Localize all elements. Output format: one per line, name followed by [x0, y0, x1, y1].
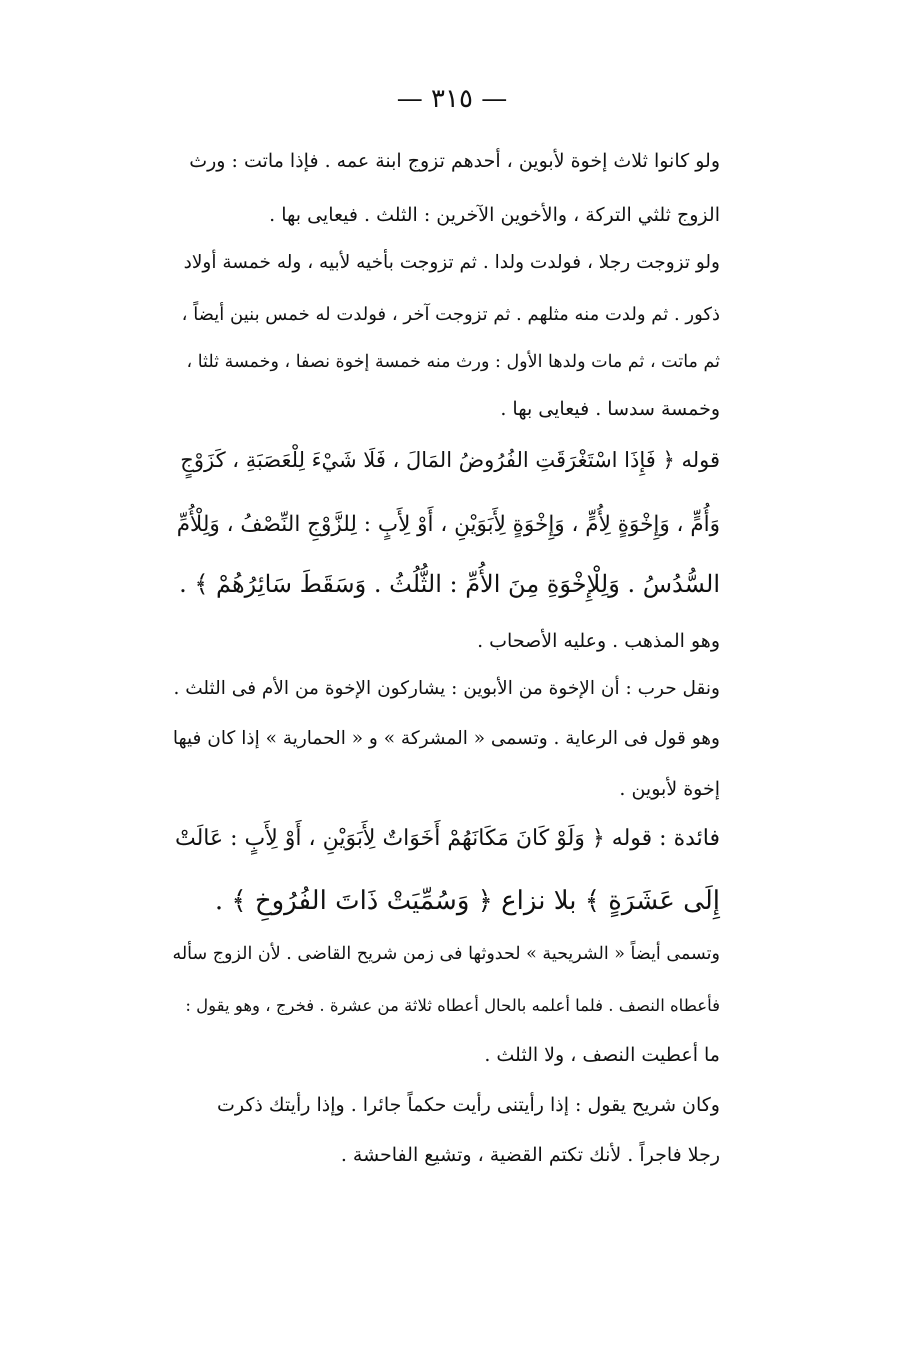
text-line: رجلا فاجراً . لأنك تكتم القضية ، وتشيع الفاحشة .	[340, 1144, 720, 1166]
text-line: ونقل حرب : أن الإخوة من الأبوين : يشاركون الإخوة من الأم فى الثلث .	[173, 678, 720, 699]
text-line: الزوج ثلثي التركة ، والأخوين الآخرين : الثلث . فيعايى بها .	[269, 204, 720, 226]
quoted-text-line: قوله ﴿ فَإِذَا اسْتَغْرَقَتِ الفُرُوضُ المَالَ ، فَلَا شَيْءَ لِلْعَصَبَةِ ، كَزَوْجٍ	[180, 448, 720, 472]
text-line: ولو كانوا ثلاث إخوة لأبوين ، أحدهم تزوج ابنة عمه . فإذا ماتت : ورث	[189, 150, 720, 172]
text-line: ثم ماتت ، ثم مات ولدها الأول : ورث منه خمسة إخوة نصفا ، وخمسة ثلثا ،	[186, 352, 720, 372]
text-line: وهو المذهب . وعليه الأصحاب .	[477, 630, 720, 652]
text-line: ما أعطيت النصف ، ولا الثلث .	[484, 1044, 720, 1066]
quoted-text-line: وَأُمٍّ ، وَإِخْوَةٍ لِأُمٍّ ، وَإِخْوَةٍ لِأَبَوَيْنِ ، أَوْ لِأَبٍ : لِلزَّوْجِ النِّصْفُ ، وَلِلْأُمِّ	[176, 512, 720, 537]
text-line: وهو قول فى الرعاية . وتسمى « المشركة » و « الحمارية » إذا كان فيها	[172, 728, 720, 749]
quoted-text-line: فائدة : قوله ﴿ وَلَوْ كَانَ مَكَانَهُمْ أَخَوَاتٌ لِأَبَوَيْنِ ، أَوْ لِأَبٍ : عَالَتْ	[174, 826, 720, 851]
text-line: فأعطاه النصف . فلما أعلمه بالحال أعطاه ثلاثة من عشرة . فخرج ، وهو يقول :	[185, 996, 720, 1015]
quoted-text-line: السُّدُسُ . وَلِلْإِخْوَةِ مِنَ الأُمِّ : الثُّلُثُ . وَسَقَطَ سَائِرُهُمْ ﴾ .	[179, 570, 720, 598]
text-line: ولو تزوجت رجلا ، فولدت ولدا . ثم تزوجت بأخيه لأبيه ، وله خمسة أولاد	[183, 252, 720, 273]
text-line: ذكور . ثم ولدت منه مثلهم . ثم تزوجت آخر ، فولدت له خمس بنين أيضاً ،	[181, 304, 720, 325]
text-line: وتسمى أيضاً « الشريحية » لحدوثها فى زمن شريح القاضى . لأن الزوج سأله	[172, 944, 720, 964]
page-number: — ٣١٥ —	[396, 84, 508, 114]
text-line: وخمسة سدسا . فيعايى بها .	[500, 398, 720, 420]
text-line: وكان شريح يقول : إذا رأيتنى رأيت حكماً جائرا . وإذا رأيتك ذكرت	[217, 1094, 720, 1116]
quoted-text-line: إِلَى عَشَرَةٍ ﴾ بلا نزاع ﴿ وَسُمِّيَتْ ذَاتَ الفُرُوخِ ﴾ .	[214, 886, 720, 916]
text-line: إخوة لأبوين .	[619, 778, 720, 800]
